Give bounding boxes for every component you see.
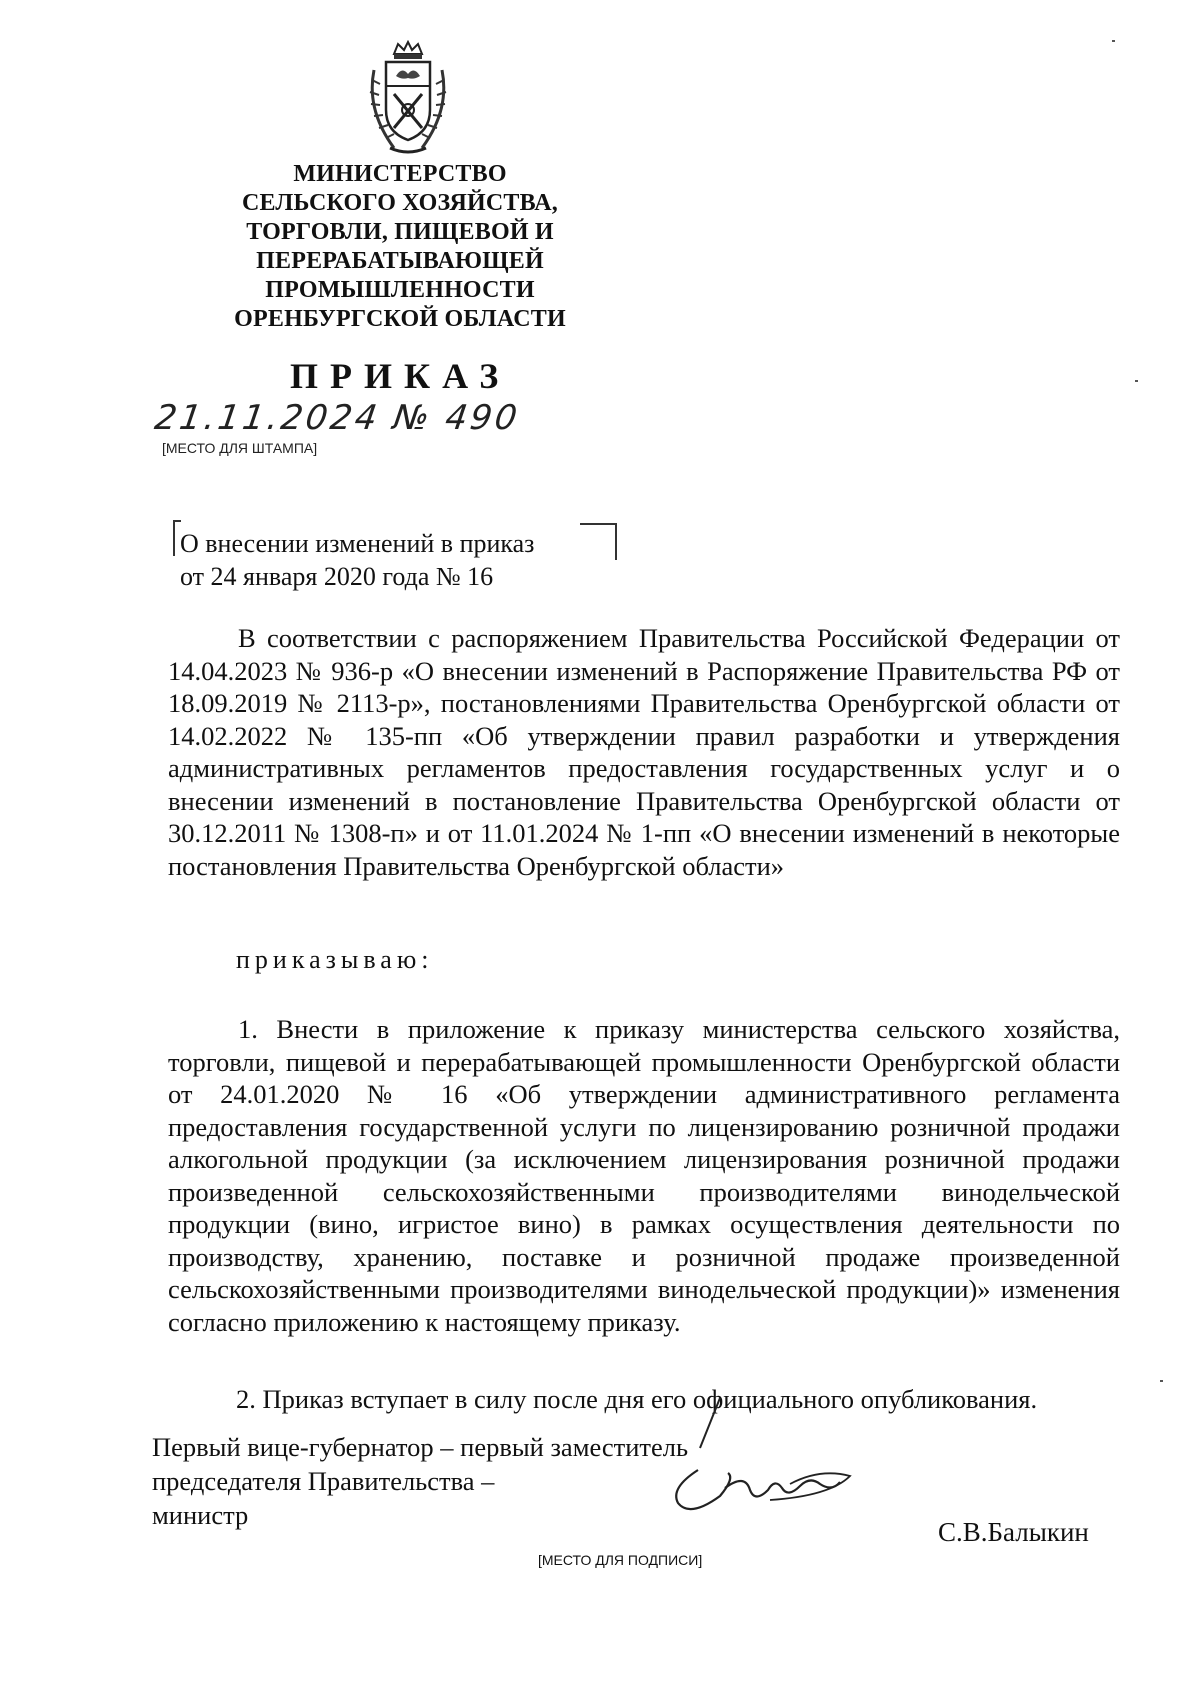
subject-corner-mark-right	[580, 523, 617, 560]
ministry-line: СЕЛЬСКОГО ХОЗЯЙСТВА,	[241, 190, 559, 216]
ministry-name	[210, 160, 590, 334]
signatory-position	[152, 1430, 688, 1532]
ministry-line: ПЕРЕРАБАТЫВАЮЩЕЙ	[256, 248, 544, 274]
ministry-line: ПРОМЫШЛЕННОСТИ	[265, 277, 535, 303]
subject-line: от 24 января 2020 года № 16	[180, 562, 494, 591]
order-word: приказываю:	[236, 945, 434, 974]
scan-speck	[1135, 380, 1138, 382]
order-item-2: 2. Приказ вступает в силу после дня его официального опубликования.	[236, 1384, 1038, 1414]
subject-line: О внесении изменений в приказ	[180, 529, 535, 558]
scan-speck	[1160, 1380, 1163, 1382]
document-type-title: ПРИКАЗ	[290, 356, 511, 396]
ministry-line: ТОРГОВЛИ, ПИЩЕВОЙ И	[246, 219, 554, 245]
preamble-paragraph: В соответствии с распоряжением Правительства Российской Федерации от 14.04.2023 № 936-р «О внесении изменений в Распоряжение Правительства РФ от 18.09.2019 № 2113-р», постановлениями Правительства Оренбургской области от 14.02.2022 № 135-пп «Об утверждении правил разработки и утверждения административных регламентов предоставления государственных услуг и о внесении изменений в постановление Правительства Оренбургской области от 30.12.2011 № 1308-п» и от 11.01.2024 № 1-пп «О внесении изменений в некоторые постановления Правительства Оренбургской области»	[168, 623, 1120, 881]
ministry-line: ОРЕНБУРГСКОЙ ОБЛАСТИ	[234, 306, 566, 332]
order-item-1: 1. Внести в приложение к приказу министерства сельского хозяйства, торговли, пищевой и перерабатывающей промышленности Оренбургской области от 24.01.2020 № 16 «Об утверждении административного регламента предоставления государственной услуги по лицензированию розничной продажи алкогольной продукции (за исключением лицензирования розничной продажи произведенной сельскохозяйственными производителями винодельческой продукции (вино, игристое вино) в рамках осуществления деятельности по производству, хранению, поставке и розничной продаже произведенной сельскохозяйственными производителями винодельческой продукции)» изменения согласно приложению к настоящему приказу.	[168, 1014, 1120, 1337]
document-subject	[180, 527, 534, 593]
signatory-position-line: Первый вице-губернатор – первый заместитель	[152, 1432, 689, 1462]
signatory-name: С.В.Балыкин	[938, 1517, 1089, 1547]
scan-speck	[1112, 40, 1115, 42]
ministry-line: МИНИСТЕРСТВО	[293, 161, 507, 187]
handwritten-signature	[650, 1378, 870, 1528]
coat-of-arms-icon	[364, 40, 452, 158]
signatory-position-line: председателя Правительства –	[152, 1466, 495, 1496]
signature-placeholder: [МЕСТО ДЛЯ ПОДПИСИ]	[538, 1552, 703, 1568]
handwritten-date-number: 21.11.2024 № 490	[152, 398, 523, 438]
signatory-position-line: министр	[152, 1500, 249, 1530]
stamp-placeholder: [МЕСТО ДЛЯ ШТАМПА]	[162, 440, 318, 456]
